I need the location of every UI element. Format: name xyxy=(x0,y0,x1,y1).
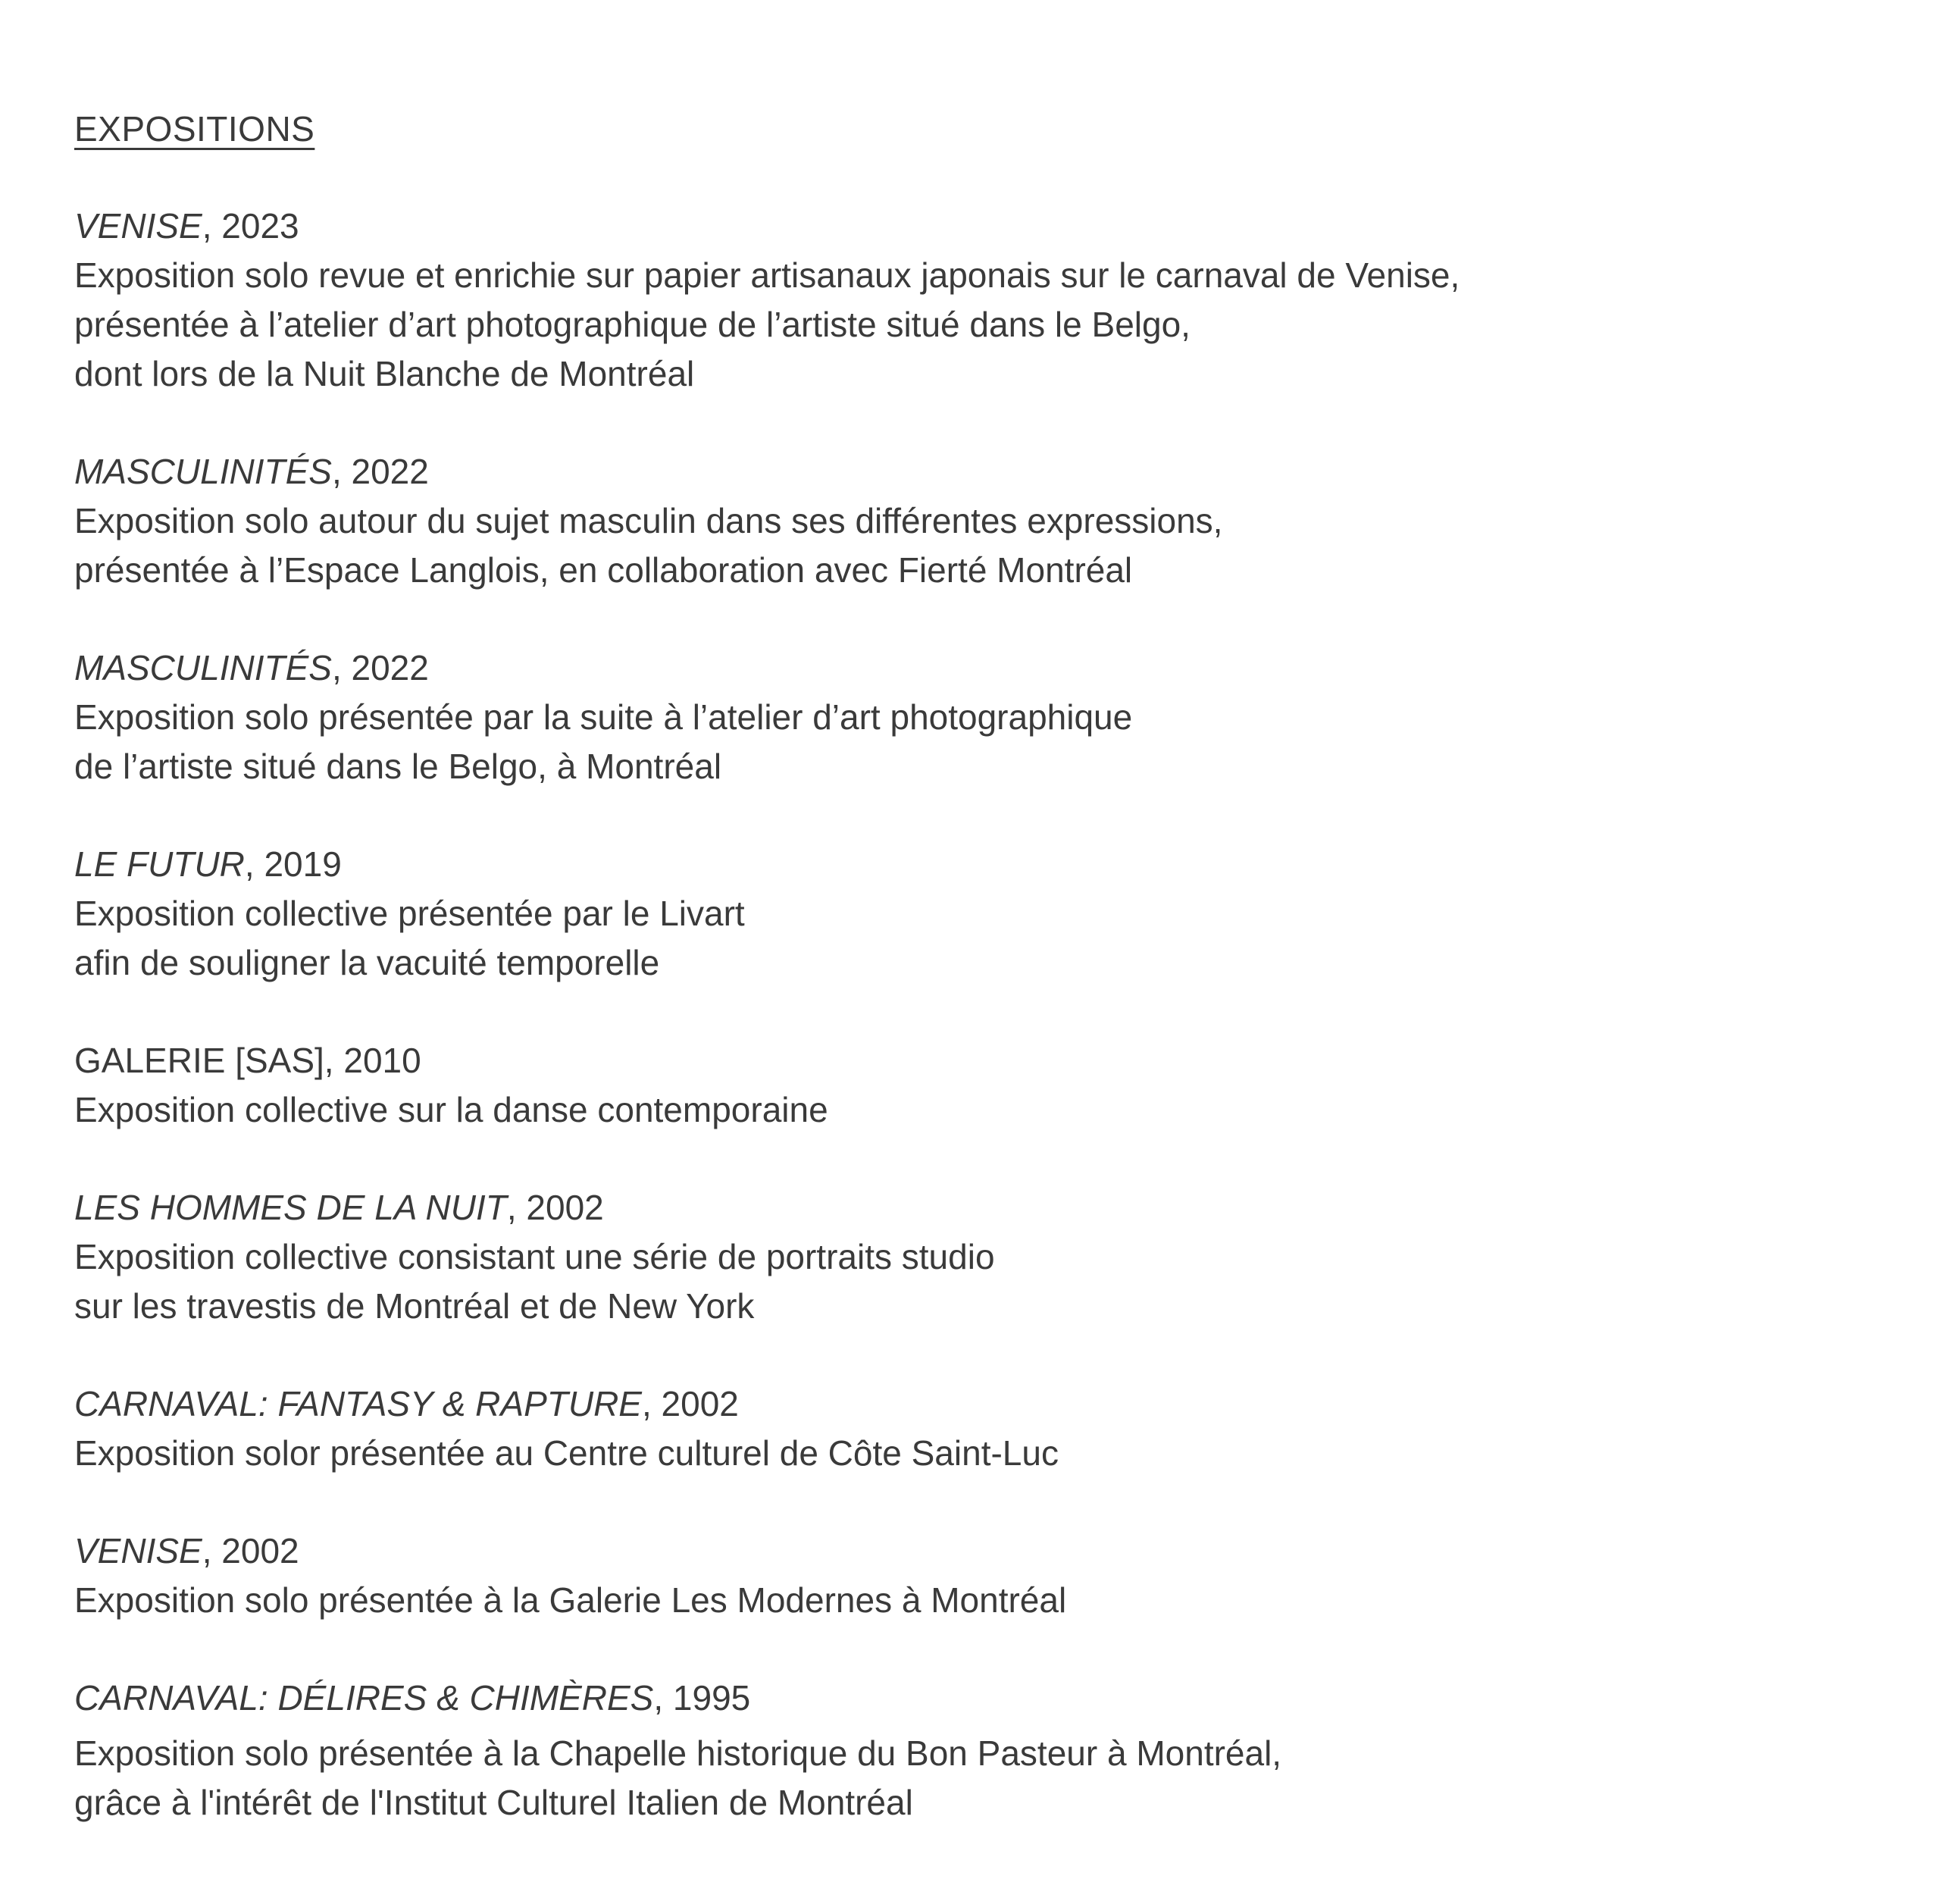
exhibition-description-line: Exposition solor présentée au Centre culturel de Côte Saint-Luc xyxy=(74,1433,1059,1473)
exhibition-entry xyxy=(74,1674,1878,1827)
exhibition-year: , 2002 xyxy=(202,1531,299,1570)
exhibition-title: CARNAVAL: DÉLIRES & CHIMÈRES xyxy=(74,1678,654,1718)
exhibition-title: VENISE xyxy=(74,206,202,246)
exhibition-description-line: sur les travestis de Montréal et de New York xyxy=(74,1286,755,1326)
exhibition-title: MASCULINITÉS xyxy=(74,452,332,491)
exhibition-title: LES HOMMES DE LA NUIT xyxy=(74,1188,507,1227)
exhibition-heading xyxy=(74,1036,1878,1085)
exhibition-year: , 2022 xyxy=(331,648,429,687)
exhibition-entry xyxy=(74,447,1878,595)
exhibition-entry xyxy=(74,840,1878,988)
exhibition-description-line: présentée à l’Espace Langlois, en collaboration avec Fierté Montréal xyxy=(74,550,1133,590)
exhibition-heading xyxy=(74,840,1878,889)
exhibition-description-line: afin de souligner la vacuité temporelle xyxy=(74,943,660,982)
exhibition-heading xyxy=(74,1379,1878,1429)
exhibition-description-line: dont lors de la Nuit Blanche de Montréal xyxy=(74,354,695,393)
exhibitions-document xyxy=(74,105,1878,1827)
exhibition-description-line: Exposition collective consistant une série de portraits studio xyxy=(74,1237,995,1276)
exhibition-heading xyxy=(74,1674,1878,1723)
exhibition-description-line: de l’artiste situé dans le Belgo, à Montréal xyxy=(74,747,722,786)
exhibition-heading xyxy=(74,644,1878,693)
exhibition-entry xyxy=(74,1183,1878,1331)
exhibition-entry xyxy=(74,1036,1878,1135)
exhibition-description-line: Exposition solo présentée à la Galerie Les Modernes à Montréal xyxy=(74,1580,1067,1620)
exhibition-year: , 2022 xyxy=(331,452,429,491)
exhibition-description-line: Exposition collective sur la danse contemporaine xyxy=(74,1090,828,1129)
exhibition-description-line: grâce à l'intérêt de l'Institut Culturel Italien de Montréal xyxy=(74,1783,913,1822)
exhibition-title: MASCULINITÉS xyxy=(74,648,332,687)
exhibition-heading xyxy=(74,1527,1878,1576)
exhibition-description-line: présentée à l’atelier d’art photographique de l’artiste situé dans le Belgo, xyxy=(74,305,1191,344)
exhibition-title: GALERIE [SAS] xyxy=(74,1041,324,1080)
exhibition-year: , 2010 xyxy=(324,1041,421,1080)
exhibition-description-line: Exposition solo présentée par la suite à l’atelier d’art photographique xyxy=(74,697,1133,737)
exhibition-description-line: Exposition solo autour du sujet masculin dans ses différentes expressions, xyxy=(74,501,1223,540)
exhibition-title: CARNAVAL: FANTASY & RAPTURE xyxy=(74,1384,642,1423)
exhibition-year: , 1995 xyxy=(653,1678,751,1718)
exhibition-entry xyxy=(74,202,1878,399)
exhibition-year: , 2002 xyxy=(506,1188,604,1227)
exhibition-heading xyxy=(74,447,1878,496)
exhibition-heading xyxy=(74,202,1878,251)
exhibition-entry xyxy=(74,644,1878,791)
page-title: EXPOSITIONS xyxy=(74,109,315,149)
exhibition-description-line: Exposition solo présentée à la Chapelle historique du Bon Pasteur à Montréal, xyxy=(74,1733,1282,1773)
exhibition-heading xyxy=(74,1183,1878,1232)
exhibition-title: VENISE xyxy=(74,1531,202,1570)
exhibition-title: LE FUTUR xyxy=(74,844,245,884)
exhibition-year: , 2019 xyxy=(244,844,342,884)
exhibition-description-line: Exposition collective présentée par le Livart xyxy=(74,894,745,933)
exhibition-description-line: Exposition solo revue et enrichie sur papier artisanaux japonais sur le carnaval de Venise, xyxy=(74,255,1460,295)
exhibition-year: , 2023 xyxy=(202,206,299,246)
exhibition-entry xyxy=(74,1527,1878,1625)
exhibition-year: , 2002 xyxy=(641,1384,739,1423)
exhibition-entry xyxy=(74,1379,1878,1478)
